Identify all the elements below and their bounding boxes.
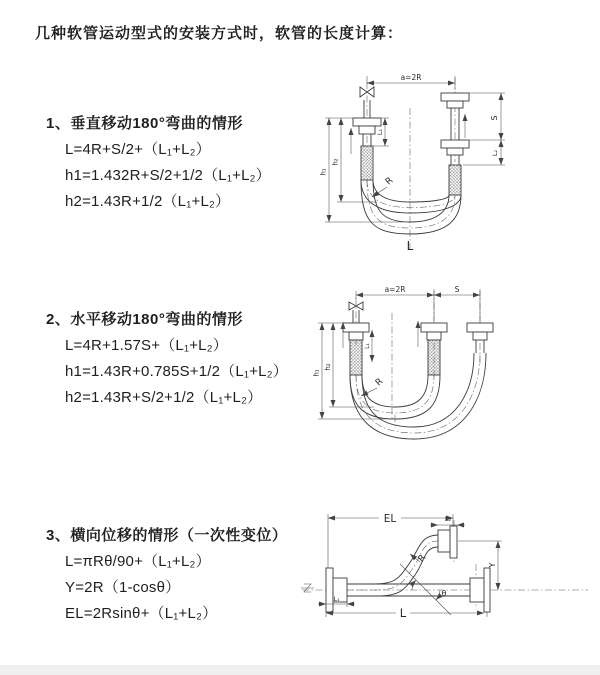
section-3-heading: 3、横向位移的情形（一次性变位） <box>46 527 288 544</box>
dimension-l1 <box>318 595 355 607</box>
centerlines <box>367 78 455 250</box>
hose-position-1 <box>350 375 440 419</box>
formula-L: L=4R+S/2+（L₁+L₂） <box>65 141 211 158</box>
centerline-symbol <box>301 584 314 592</box>
left-fitting <box>326 568 347 612</box>
dim-label-l2: L₂ <box>491 149 499 157</box>
formula-h1: h1=1.43R+0.785S+1/2（L₁+L₂） <box>65 363 288 380</box>
dim-label-a2r: a=2R <box>400 73 422 82</box>
formula-EL: EL=2Rsinθ+（L₁+L₂） <box>65 605 218 622</box>
dim-label-a2r: a=2R <box>384 285 406 294</box>
section-2-heading: 2、水平移动180°弯曲的情形 <box>46 311 243 328</box>
dim-label-l1: L₁ <box>376 128 384 136</box>
formula-h1: h1=1.432R+S/2+1/2（L₁+L₂） <box>65 167 271 184</box>
centerlines <box>356 289 480 420</box>
dimension-l <box>326 606 487 620</box>
length-label: L <box>406 239 414 253</box>
dim-label-l2: L₂ <box>444 515 452 523</box>
formula-h2: h2=1.43R+S/2+1/2（L₁+L₂） <box>65 389 263 406</box>
section-2 <box>46 308 288 406</box>
radius-callout <box>372 176 395 197</box>
diagram-vertical-180-bend <box>313 70 590 262</box>
dim-label-y: Y <box>488 562 497 568</box>
section-3 <box>46 524 288 622</box>
dimension-a2r <box>356 285 480 321</box>
radius-callout <box>361 377 385 396</box>
page-title: 几种软管运动型式的安装方式时，软管的长度计算： <box>35 25 404 42</box>
dim-label-l1: L₁ <box>364 343 371 349</box>
diagram-lateral-displacement <box>298 498 598 653</box>
section-1-heading: 1、垂直移动180°弯曲的情形 <box>46 115 243 132</box>
middle-fitting <box>421 323 447 375</box>
formula-h2: h2=1.43R+1/2（L₁+L₂） <box>65 193 231 210</box>
dimension-h2 <box>318 323 374 407</box>
dim-label-el: EL <box>383 513 397 525</box>
formula-L: L=4R+1.57S+（L₁+L₂） <box>65 337 228 354</box>
dim-label-l: L <box>399 606 407 620</box>
dim-label-s: S <box>490 115 499 121</box>
formula-L: L=πRθ/90+（L₁+L₂） <box>65 553 211 570</box>
radius-label: R <box>373 376 386 389</box>
diagram-horizontal-180-bend <box>310 285 545 463</box>
dimension-el <box>328 511 453 568</box>
dimension-l2 <box>430 515 465 525</box>
dim-label-h1: h₁ <box>312 369 321 377</box>
theta-label: θ <box>441 589 447 598</box>
dimension-l1 <box>364 330 372 362</box>
hose-u-bend <box>361 180 461 234</box>
radius-label: R <box>416 553 429 565</box>
dim-label-h2: h₂ <box>331 158 340 166</box>
page-bottom-edge <box>0 665 600 675</box>
hose-position-2 <box>350 353 486 439</box>
dim-label-h2: h₂ <box>324 363 332 371</box>
radius-label: R <box>383 175 396 188</box>
left-fitting <box>353 118 381 180</box>
dim-label-h1: h₁ <box>319 168 328 176</box>
hose-displaced-position <box>347 526 457 596</box>
dimension-s <box>469 93 505 140</box>
formula-Y: Y=2R（1-cosθ） <box>65 579 181 596</box>
dim-label-l1: L₁ <box>333 595 340 603</box>
dim-label-s: S <box>454 285 460 294</box>
dimension-a2r <box>367 73 455 90</box>
right-fitting-positions <box>441 93 469 195</box>
section-1 <box>46 112 271 210</box>
